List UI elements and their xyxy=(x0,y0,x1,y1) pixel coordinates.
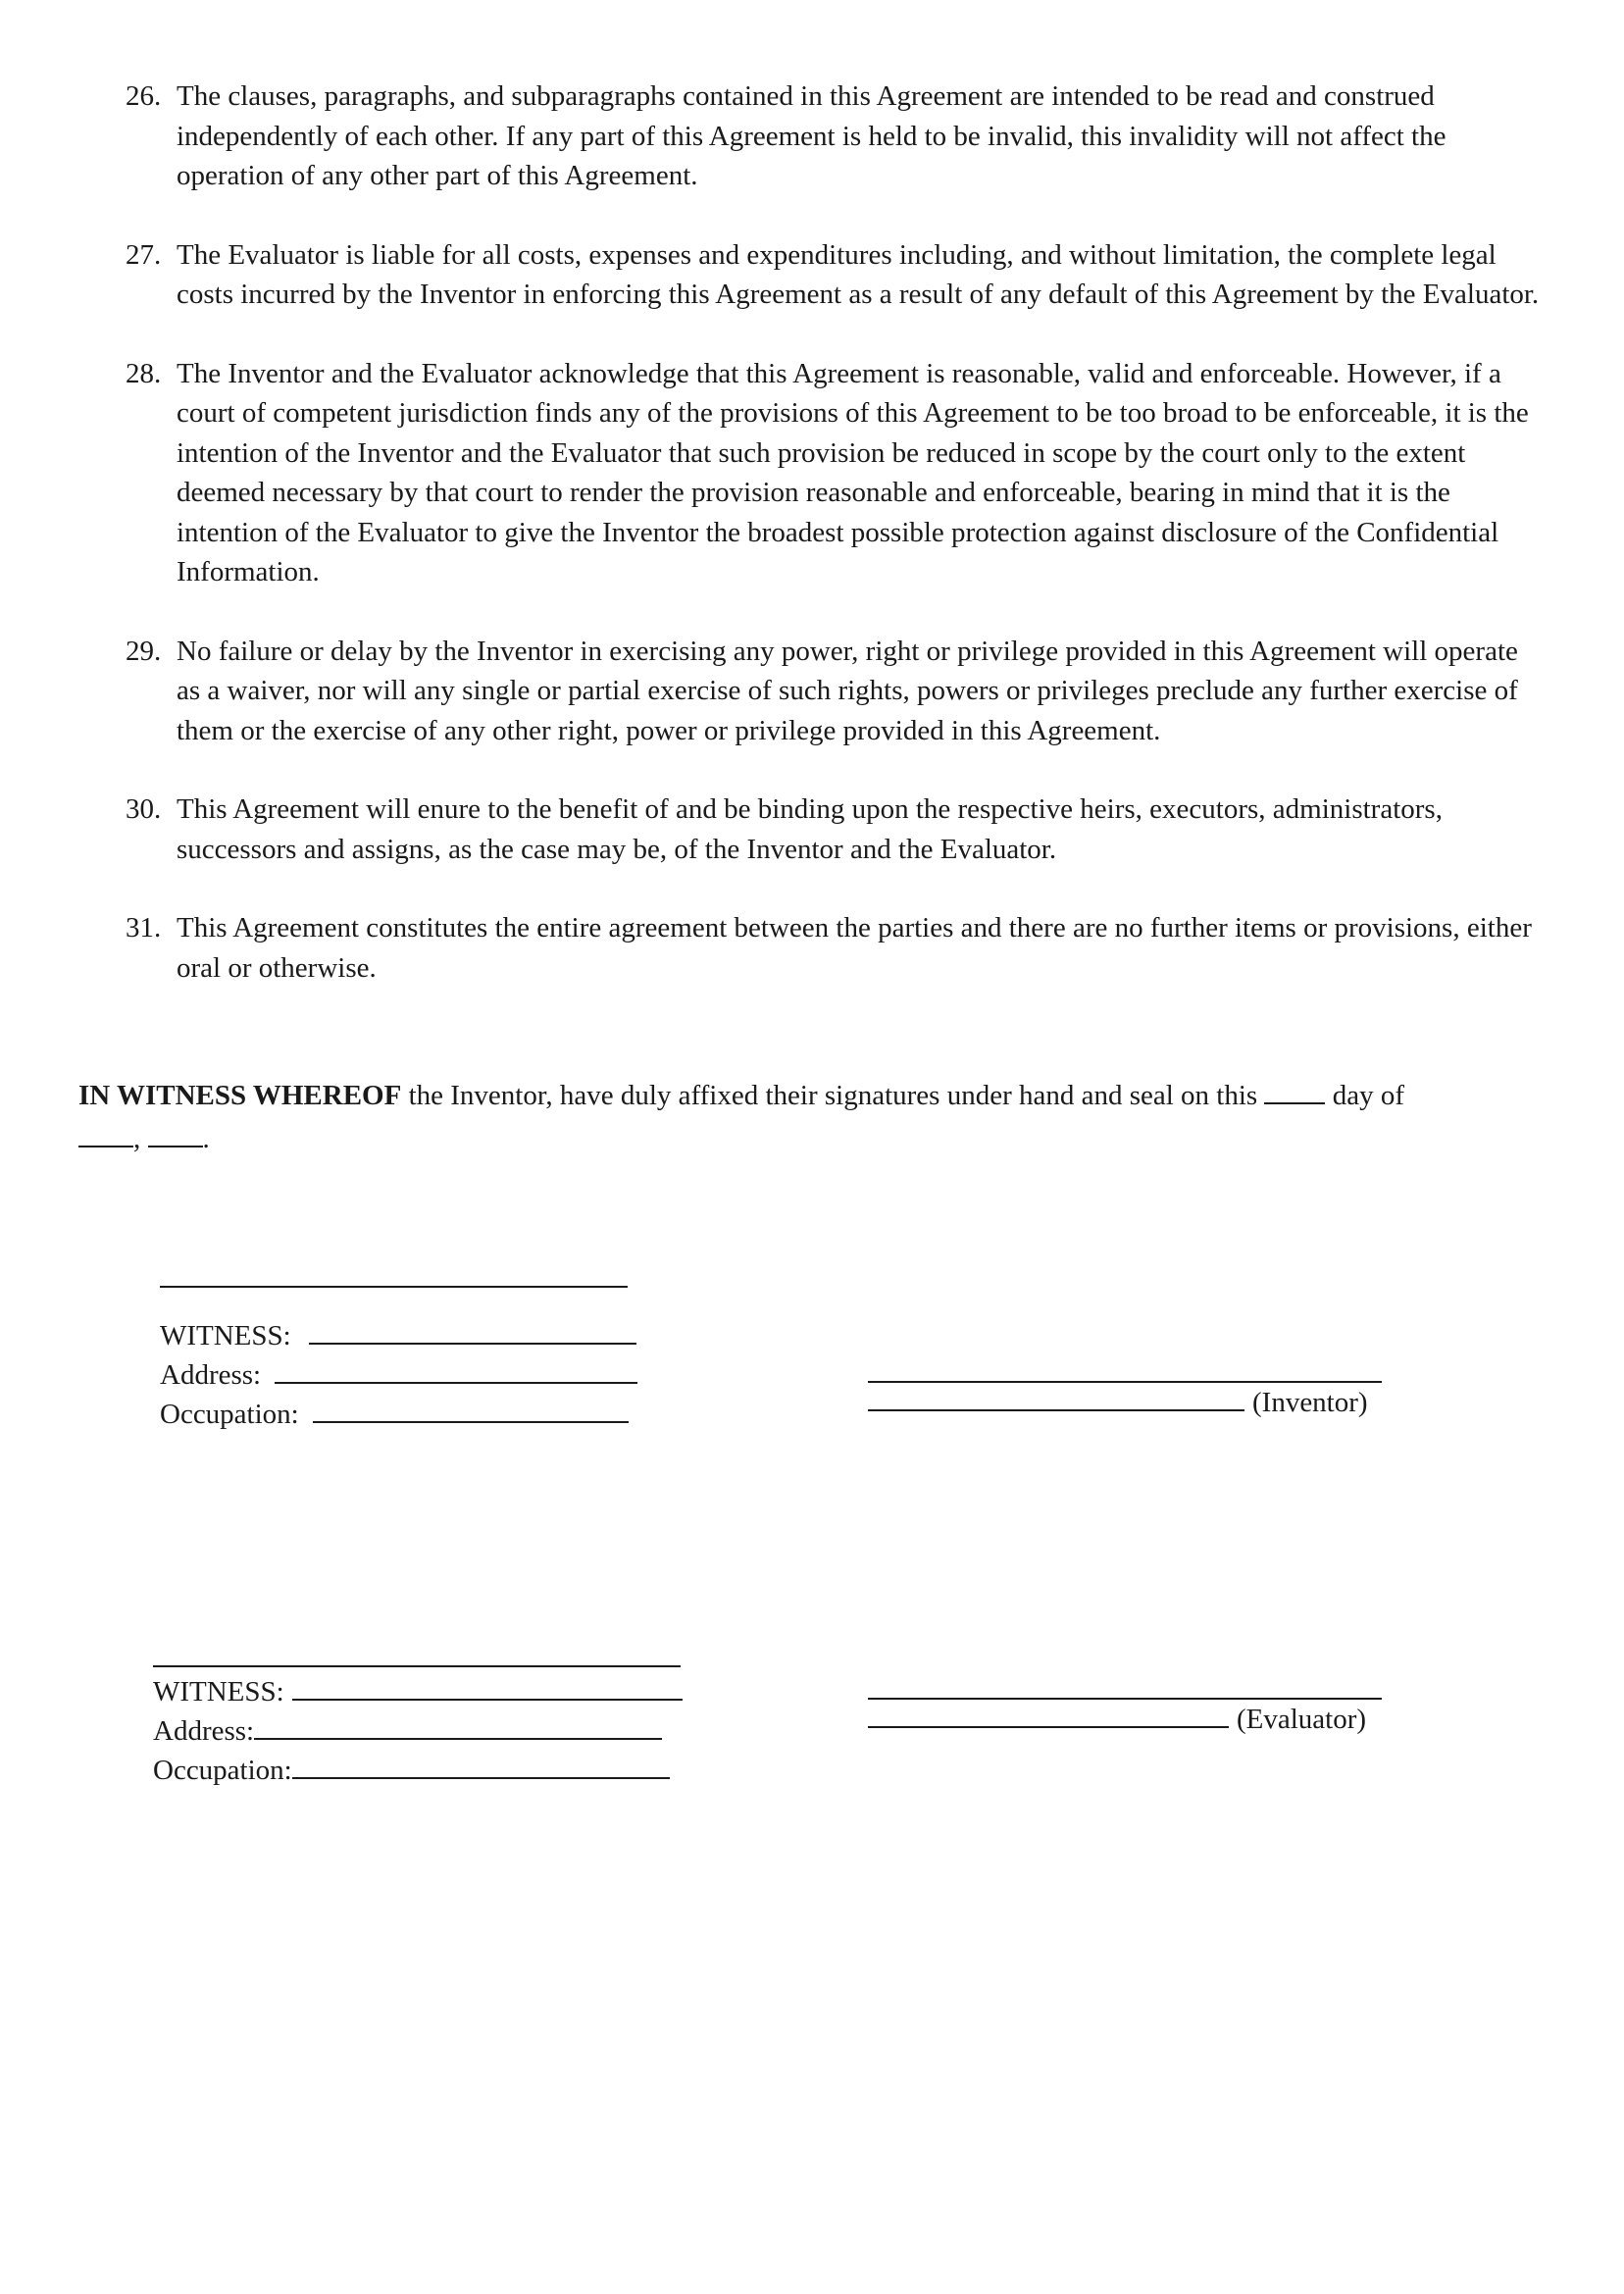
address-row-2 xyxy=(153,1711,683,1751)
inventor-name-line[interactable] xyxy=(868,1384,1244,1411)
clause-number: 26. xyxy=(126,80,162,112)
occupation-label: Occupation: xyxy=(153,1755,292,1786)
clause-text: The clauses, paragraphs, and subparagraphs contained in this Agreement are intended to be read and construed independently of each other. If any part of this Agreement is held to be invalid, this invalidity will not affect the operation of any other part of this Agreement. xyxy=(177,80,1446,191)
occupation-label: Occupation: xyxy=(160,1399,299,1430)
witness-label: WITNESS: xyxy=(160,1320,291,1351)
witness-text: the Inventor, have duly affixed their signatures under hand and seal on this xyxy=(401,1080,1265,1111)
witness-name-field[interactable] xyxy=(292,1673,683,1701)
address-label: Address: xyxy=(153,1715,255,1747)
inventor-signature-block xyxy=(868,1355,1382,1422)
clause-29 xyxy=(126,632,1548,751)
clause-text: The Evaluator is liable for all costs, expenses and expenditures including, and without limitation, the complete legal costs incurred by the Inventor in enforcing this Agreement as a result of any default of this Agreement by the Evaluator. xyxy=(177,238,1540,310)
inventor-signature-row xyxy=(868,1355,1382,1383)
clause-number: 31. xyxy=(126,912,162,943)
day-of-text: day of xyxy=(1325,1080,1404,1111)
address-field[interactable] xyxy=(254,1712,662,1740)
occupation-row-1 xyxy=(160,1395,637,1434)
witness-lead: IN WITNESS WHEREOF xyxy=(78,1080,402,1111)
clause-text: No failure or delay by the Inventor in exercising any power, right or privilege provided in this Agreement will operate as a waiver, nor will any single or partial exercise of such rights, powers or privileges preclude any further exercise of them or the exercise of any other right, power or privilege provided in this Agreement. xyxy=(177,635,1518,746)
evaluator-signature-line[interactable] xyxy=(868,1672,1382,1700)
witness-clause xyxy=(78,1074,1500,1160)
clause-number: 28. xyxy=(126,357,162,389)
clause-number: 27. xyxy=(126,238,162,271)
address-label: Address: xyxy=(160,1359,262,1391)
inventor-label: (Inventor) xyxy=(1252,1387,1368,1418)
occupation-row-2 xyxy=(153,1751,683,1790)
clause-28 xyxy=(126,354,1548,592)
comma-text: , xyxy=(133,1123,141,1154)
witness-row-2 xyxy=(153,1672,683,1711)
period-text: . xyxy=(202,1123,210,1154)
day-blank[interactable] xyxy=(1264,1079,1325,1104)
witness-label: WITNESS: xyxy=(153,1676,284,1708)
clause-text: This Agreement constitutes the entire agreement between the parties and there are no further items or provisions, either oral or otherwise. xyxy=(177,912,1532,984)
witness-signature-line-1[interactable] xyxy=(160,1286,628,1288)
clause-text: The Inventor and the Evaluator acknowledge that this Agreement is reasonable, valid and enforceable. However, if a court of competent jurisdiction finds any of the provisions of this Agreement to be too broad to be enforceable, it is the intention of the Inventor and the Evaluator that such provision be reduced in scope by the court only to the extent deemed necessary by that court to render the provision reasonable and enforceable, bearing in mind that it is the intention of the Evaluator to give the Inventor the broadest possible protection against disclosure of the Confidential Information. xyxy=(177,357,1529,587)
clause-text: This Agreement will enure to the benefit of and be binding upon the respective heirs, executors, administrators, successors and assigns, as the case may be, of the Inventor and the Evaluator. xyxy=(177,793,1443,865)
address-row-1 xyxy=(160,1355,637,1395)
evaluator-name-line[interactable] xyxy=(868,1701,1229,1728)
evaluator-signature-row xyxy=(868,1672,1382,1700)
witness-details-2 xyxy=(153,1672,683,1790)
clause-number: 29. xyxy=(126,635,162,667)
witness-name-field[interactable] xyxy=(309,1317,636,1345)
inventor-name-row xyxy=(868,1383,1382,1422)
evaluator-label: (Evaluator) xyxy=(1237,1704,1367,1735)
witness-details-1 xyxy=(160,1316,637,1434)
witness-row-1 xyxy=(160,1316,637,1355)
occupation-field[interactable] xyxy=(313,1396,629,1423)
evaluator-signature-block xyxy=(868,1672,1382,1739)
year-blank[interactable] xyxy=(148,1122,203,1147)
clause-26 xyxy=(126,76,1548,196)
clause-list xyxy=(126,76,1548,1027)
clause-27 xyxy=(126,235,1548,315)
clause-number: 30. xyxy=(126,793,162,825)
month-blank[interactable] xyxy=(78,1122,133,1147)
clause-31 xyxy=(126,908,1548,988)
occupation-field[interactable] xyxy=(292,1752,670,1779)
address-field[interactable] xyxy=(275,1356,637,1384)
witness-signature-line-2[interactable] xyxy=(153,1665,681,1667)
clause-30 xyxy=(126,790,1548,869)
inventor-signature-line[interactable] xyxy=(868,1355,1382,1383)
evaluator-name-row xyxy=(868,1700,1382,1739)
